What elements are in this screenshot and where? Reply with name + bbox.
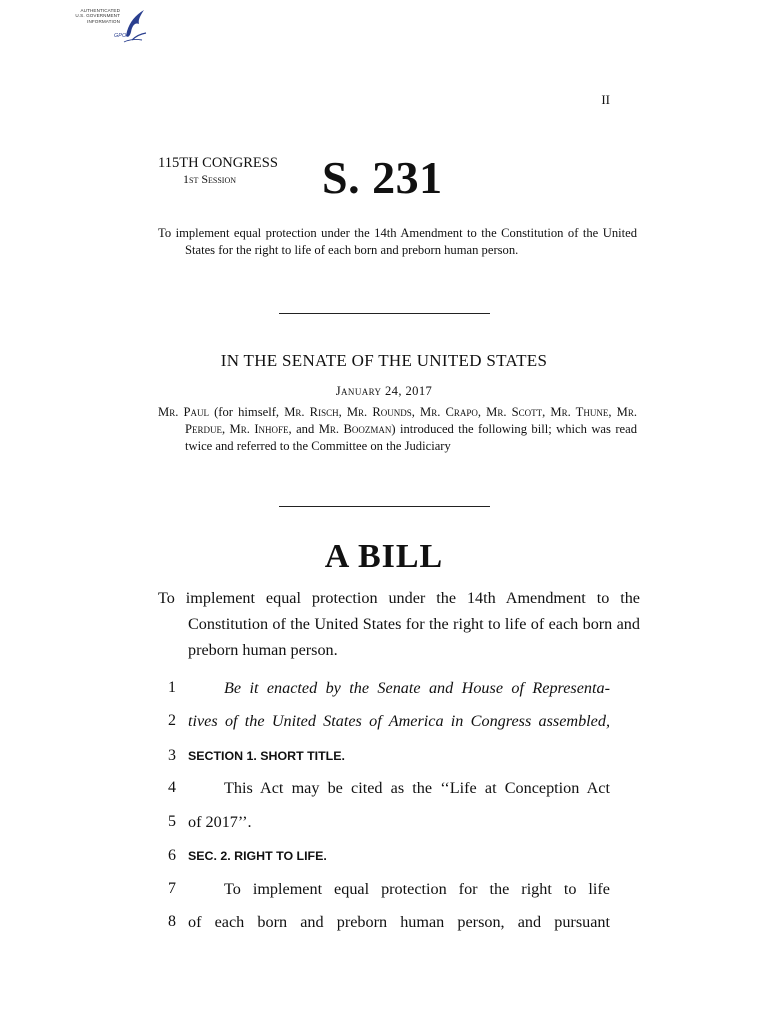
divider-rule: [279, 506, 490, 507]
sponsor-name: Mr. Paul: [158, 405, 209, 419]
bill-line: [0, 876, 768, 902]
line-number: 7: [168, 880, 176, 897]
cosponsor-names: Mr. Risch, Mr. Rounds, Mr. Crapo, Mr. Scott, Mr. Thune, Mr. Perdue, Mr. Inhofe: [185, 405, 637, 436]
last-cosponsor-name: Mr. Boozman: [318, 422, 392, 436]
senate-heading: IN THE SENATE OF THE UNITED STATES: [220, 351, 548, 370]
session-label: 1st Session: [183, 172, 237, 186]
gpo-wordmark: GPO: [114, 33, 127, 39]
eagle-icon: [122, 6, 148, 46]
gpo-logo-text: AUTHENTICATED U.S. GOVERNMENT INFORMATION: [75, 8, 120, 24]
line-text: tives of the United States of America in Congress assembled,: [188, 712, 610, 730]
bill-purpose-short: To implement equal protection under the 14th Amendment to the Constitution of the United States for the right to life of each born and preborn human person.: [158, 226, 637, 257]
line-number: 1: [168, 679, 176, 696]
bill-line: [0, 775, 768, 801]
line-number: 6: [168, 847, 176, 864]
section-heading: SEC. 2. RIGHT TO LIFE.: [188, 849, 327, 863]
line-number: 5: [168, 813, 176, 830]
divider-rule: [279, 313, 490, 314]
line-number: 2: [168, 712, 176, 729]
bill-number: S. 231: [322, 152, 443, 203]
gpo-authentication-logo: [62, 6, 148, 46]
line-text: This Act may be cited as the ‘‘Life at Conception Act: [224, 779, 610, 797]
bill-line: [0, 909, 768, 935]
bill-heading: A BILL: [324, 538, 444, 575]
bill-line: [0, 809, 768, 835]
line-number: 3: [168, 747, 176, 764]
line-text: of each born and preborn human person, and pursuant: [188, 913, 610, 931]
bill-line: [0, 708, 768, 734]
bill-line: [0, 843, 768, 869]
congress-number: 115TH CONGRESS: [158, 155, 278, 171]
section-heading: SECTION 1. SHORT TITLE.: [188, 749, 345, 763]
line-text: Be it enacted by the Senate and House of Representa-: [224, 679, 610, 697]
line-text: of 2017’’.: [188, 813, 252, 831]
bill-line: [0, 675, 768, 701]
bill-line: [0, 743, 768, 769]
line-number: 4: [168, 779, 176, 796]
introduction-date: January 24, 2017: [335, 384, 433, 398]
line-text: To implement equal protection for the right to life: [224, 880, 610, 898]
bill-purpose-long: To implement equal protection under the 14th Amendment to the Constitution of the United States for the right to life of each born and preborn human person.: [158, 589, 640, 659]
introduction-paragraph: Mr. Paul (for himself, Mr. Risch, Mr. Rounds, Mr. Crapo, Mr. Scott, Mr. Thune, Mr. Perdue, Mr. Inhofe, and Mr. Boozman) introduced the following bill; which was read twice and referred to the Committee on the Judiciary: [158, 405, 637, 453]
line-number: 8: [168, 913, 176, 930]
page-marker: II: [601, 92, 610, 107]
